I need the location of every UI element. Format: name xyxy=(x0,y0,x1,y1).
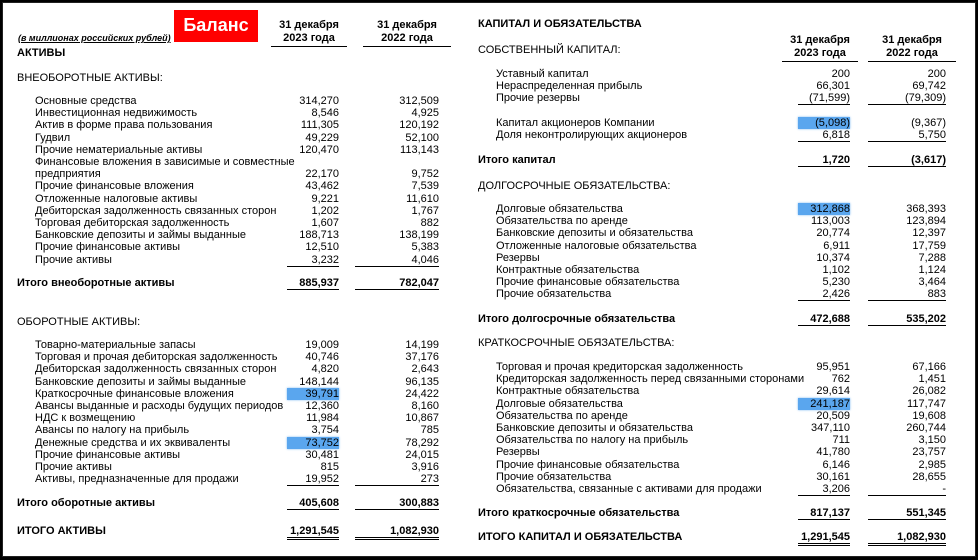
value-2023: 43,462 xyxy=(305,180,339,193)
table-row xyxy=(3,412,468,424)
value-2022: 19,608 xyxy=(912,409,946,422)
table-row xyxy=(468,252,978,264)
value-2023: 6,911 xyxy=(823,239,850,252)
value-2022: 882 xyxy=(420,217,439,229)
value-2023: 12,360 xyxy=(305,400,339,412)
value-2023: 1,291,545 xyxy=(798,531,850,546)
row-label: Итого долгосрочные обязательства xyxy=(478,313,676,325)
row-label: Уставный капитал xyxy=(496,68,589,80)
value-2023: 347,110 xyxy=(811,422,850,434)
value-2023: 95,951 xyxy=(816,361,850,373)
value-2022: 24,422 xyxy=(405,387,439,400)
value-2022: 12,397 xyxy=(912,227,946,240)
value-2023: 41,780 xyxy=(816,446,850,459)
table-row xyxy=(468,117,978,129)
value-2023: 3,206 xyxy=(798,483,850,496)
row-label: Прочие обязательства xyxy=(496,470,612,483)
row-label: предприятия xyxy=(35,168,101,181)
row-label: Финансовые вложения в зависимые и совместные xyxy=(35,156,295,168)
table-row xyxy=(468,459,978,471)
value-2022: 138,199 xyxy=(399,229,439,242)
table-row xyxy=(468,276,978,288)
value-2022: 10,867 xyxy=(405,412,439,425)
value-2023: 22,170 xyxy=(305,168,339,181)
value-2022: 28,655 xyxy=(912,470,946,483)
value-2022: 17,759 xyxy=(912,239,946,252)
value-2023: 111,305 xyxy=(300,119,339,132)
row-label: Банковские депозиты и займы выданные xyxy=(35,375,246,388)
value-2022: 785 xyxy=(420,424,439,437)
value-2023: 817,137 xyxy=(798,507,850,520)
row-label: Капитал акционеров Компании xyxy=(496,117,655,129)
table-row xyxy=(3,193,468,205)
units-note: (в миллионах российских рублей) xyxy=(18,33,171,43)
row-label: Краткосрочные финансовые вложения xyxy=(35,387,234,400)
table-row xyxy=(3,180,468,192)
long-term-liabilities-title: ДОЛГОСРОЧНЫЕ ОБЯЗАТЕЛЬСТВА: xyxy=(478,180,671,192)
row-label: Прочие резервы xyxy=(496,92,580,105)
non-current-assets-title: ВНЕОБОРОТНЫЕ АКТИВЫ: xyxy=(17,72,163,84)
table-row xyxy=(468,80,978,92)
row-label: Прочие финансовые обязательства xyxy=(496,458,680,471)
value-2022: 4,046 xyxy=(355,254,439,267)
value-2022: 1,124 xyxy=(918,264,946,276)
value-2023: 11,984 xyxy=(306,412,339,425)
row-label: Контрактные обязательства xyxy=(496,264,640,276)
row-label: ИТОГО АКТИВЫ xyxy=(17,525,106,537)
balance-sheet-page xyxy=(2,2,976,557)
table-row xyxy=(3,217,468,229)
value-2023: 40,746 xyxy=(305,351,339,364)
table-row xyxy=(468,434,978,446)
value-2023: 405,608 xyxy=(287,497,339,510)
value-2023: 19,952 xyxy=(287,473,339,486)
value-2022: 4,925 xyxy=(411,107,439,120)
table-row xyxy=(468,471,978,483)
table-row xyxy=(3,376,468,388)
table-row xyxy=(3,254,468,266)
value-2022: 11,610 xyxy=(406,192,439,205)
value-2023: 39,791 xyxy=(287,388,339,400)
value-2023: 314,270 xyxy=(299,95,339,107)
value-2023: 73,752 xyxy=(287,437,339,449)
row-label: Торговая и прочая кредиторская задолженность xyxy=(496,361,743,373)
table-row xyxy=(3,400,468,412)
value-2022: 300,883 xyxy=(355,497,439,510)
row-label: Основные средства xyxy=(35,95,137,107)
row-label: Прочие активы xyxy=(35,253,112,266)
col-header-2022: 31 декабря 2022 года xyxy=(363,19,451,47)
row-label: Обязательства по налогу на прибыль xyxy=(496,434,689,447)
value-2023: 4,820 xyxy=(311,363,339,376)
table-row xyxy=(468,361,978,373)
total-row xyxy=(468,154,978,166)
short-term-liabilities-title: КРАТКОСРОЧНЫЕ ОБЯЗАТЕЛЬСТВА: xyxy=(478,337,675,349)
assets-title: АКТИВЫ xyxy=(17,47,66,59)
value-2022: 52,100 xyxy=(405,131,439,144)
table-row xyxy=(3,363,468,375)
table-row xyxy=(468,483,978,495)
value-2023: 5,230 xyxy=(822,276,850,289)
table-row xyxy=(3,437,468,449)
current-assets-title: ОБОРОТНЫЕ АКТИВЫ: xyxy=(17,316,141,328)
value-2023: 762 xyxy=(831,373,850,386)
row-label: Авансы выданные и расходы будущих периодов xyxy=(35,400,284,412)
row-label: Прочие нематериальные активы xyxy=(35,143,203,156)
value-2022: 1,767 xyxy=(411,204,439,217)
row-label: Отложенные налоговые обязательства xyxy=(496,239,697,252)
row-label: Кредиторская задолженность перед связанными сторонами xyxy=(496,373,805,386)
value-2023: 3,754 xyxy=(311,424,339,437)
value-2022: 8,160 xyxy=(411,400,439,412)
row-label: Резервы xyxy=(496,251,540,264)
table-row xyxy=(468,446,978,458)
row-label: Прочие финансовые вложения xyxy=(35,180,194,193)
row-label: Банковские депозиты и обязательства xyxy=(496,422,693,434)
value-2022: 3,150 xyxy=(918,434,946,447)
value-2022: (3,617) xyxy=(868,154,946,167)
value-2023: 815 xyxy=(320,461,339,473)
total-row xyxy=(3,497,468,509)
row-label: Товарно-материальные запасы xyxy=(35,339,196,351)
table-row xyxy=(3,156,468,168)
value-2023: 49,229 xyxy=(305,131,339,144)
col-header-2023: 31 декабря 2023 года xyxy=(271,19,347,47)
value-2023: 2,426 xyxy=(798,288,850,301)
row-label: Торговая дебиторская задолженность xyxy=(35,217,230,229)
value-2023: 29,614 xyxy=(816,385,850,398)
value-2023: 1,291,545 xyxy=(287,525,339,540)
table-row xyxy=(3,449,468,461)
value-2023: 1,102 xyxy=(822,264,850,276)
table-row xyxy=(3,229,468,241)
row-label: Обязательства по аренде xyxy=(496,409,628,422)
value-2023: (71,599) xyxy=(798,92,850,105)
value-2022: (9,367) xyxy=(911,117,946,129)
table-row xyxy=(3,107,468,119)
row-label: НДС к возмещению xyxy=(35,412,136,425)
grand-total-row xyxy=(468,531,978,543)
table-row xyxy=(468,215,978,227)
value-2023: 6,146 xyxy=(822,458,850,471)
title-badge: Баланс xyxy=(174,10,258,42)
value-2023: 6,818 xyxy=(798,129,850,142)
value-2022: 260,744 xyxy=(906,422,946,434)
value-2022: 2,985 xyxy=(918,458,946,471)
value-2022: 312,509 xyxy=(399,95,439,107)
table-row xyxy=(3,461,468,473)
total-row xyxy=(468,507,978,519)
value-2023: 20,509 xyxy=(816,409,850,422)
value-2023: (5,098) xyxy=(798,117,850,129)
value-2022: - xyxy=(868,483,946,496)
value-2022: 1,451 xyxy=(918,373,946,386)
table-row xyxy=(468,129,978,141)
value-2022: 78,292 xyxy=(405,436,439,449)
value-2023: 20,774 xyxy=(816,227,850,240)
table-row xyxy=(468,227,978,239)
total-row xyxy=(468,313,978,325)
value-2023: 1,607 xyxy=(311,217,339,229)
value-2022: 5,383 xyxy=(411,241,439,254)
value-2022: 96,135 xyxy=(405,375,439,388)
row-label: Прочие финансовые активы xyxy=(35,448,181,461)
value-2022: 26,082 xyxy=(912,385,946,398)
value-2022: 113,143 xyxy=(400,143,439,156)
value-2022: 1,082,930 xyxy=(868,531,946,546)
table-row xyxy=(3,205,468,217)
row-label: Прочие активы xyxy=(35,461,112,473)
row-label: Гудвил xyxy=(35,131,71,144)
row-label: Прочие финансовые обязательства xyxy=(496,276,680,289)
value-2023: 188,713 xyxy=(299,229,339,242)
value-2023: 200 xyxy=(831,68,850,80)
value-2022: 883 xyxy=(868,288,946,301)
value-2022: 551,345 xyxy=(868,507,946,520)
row-label: Итого внеоборотные активы xyxy=(17,277,175,289)
value-2023: 30,481 xyxy=(305,448,339,461)
value-2023: 120,470 xyxy=(299,143,339,156)
row-label: Отложенные налоговые активы xyxy=(35,192,198,205)
table-row xyxy=(468,385,978,397)
total-row xyxy=(3,277,468,289)
equity-title: СОБСТВЕННЫЙ КАПИТАЛ: xyxy=(478,44,621,56)
value-2023: 12,510 xyxy=(305,241,339,254)
value-2023: 148,144 xyxy=(299,375,339,388)
table-row xyxy=(468,264,978,276)
row-label: Итого капитал xyxy=(478,154,556,166)
value-2022: 37,176 xyxy=(405,351,439,364)
table-row xyxy=(3,241,468,253)
value-2022: 535,202 xyxy=(868,313,946,326)
row-label: Итого краткосрочные обязательства xyxy=(478,507,680,519)
table-row xyxy=(3,144,468,156)
table-row xyxy=(468,373,978,385)
row-label: Доля неконтролирующих акционеров xyxy=(496,129,688,142)
row-label: Контрактные обязательства xyxy=(496,385,640,398)
value-2023: 9,221 xyxy=(311,192,339,205)
row-label: Банковские депозиты и займы выданные xyxy=(35,229,246,242)
row-label: Итого оборотные активы xyxy=(17,497,156,509)
value-2022: 782,047 xyxy=(355,277,439,290)
row-label: ИТОГО КАПИТАЛ И ОБЯЗАТЕЛЬСТВА xyxy=(478,531,683,543)
value-2022: 5,750 xyxy=(868,129,946,142)
value-2022: 1,082,930 xyxy=(355,525,439,540)
row-label: Дебиторская задолженность связанных сторон xyxy=(35,363,277,376)
row-label: Активы, предназначенные для продажи xyxy=(35,473,239,486)
table-row xyxy=(468,398,978,410)
value-2022: 120,192 xyxy=(399,119,439,132)
row-label: Долговые обязательства xyxy=(496,397,623,410)
value-2023: 19,009 xyxy=(305,339,339,351)
row-label: Банковские депозиты и обязательства xyxy=(496,227,693,240)
table-row xyxy=(3,119,468,131)
value-2023: 885,937 xyxy=(287,277,339,290)
table-row xyxy=(468,203,978,215)
value-2022: 117,747 xyxy=(907,397,946,410)
table-row xyxy=(3,168,468,180)
table-row xyxy=(3,424,468,436)
value-2022: 7,288 xyxy=(918,251,946,264)
value-2022: 3,916 xyxy=(411,461,439,473)
value-2022: 123,894 xyxy=(906,215,946,228)
value-2023: 711 xyxy=(832,434,850,447)
value-2022: 67,166 xyxy=(912,361,946,373)
table-row xyxy=(468,68,978,80)
row-label: Актив в форме права пользования xyxy=(35,119,213,132)
value-2022: 69,742 xyxy=(912,80,946,93)
col-header-2022-right: 31 декабря 2022 года xyxy=(868,34,956,62)
row-label: Прочие финансовые активы xyxy=(35,241,181,254)
value-2023: 113,003 xyxy=(811,215,850,228)
value-2022: 273 xyxy=(355,473,439,486)
row-label: Торговая и прочая дебиторская задолженность xyxy=(35,351,278,364)
table-row xyxy=(3,132,468,144)
row-label: Долговые обязательства xyxy=(496,203,623,215)
value-2023: 1,202 xyxy=(311,204,339,217)
table-row xyxy=(3,95,468,107)
row-label: Прочие обязательства xyxy=(496,288,612,301)
value-2022: 200 xyxy=(927,68,946,80)
table-row xyxy=(468,288,978,300)
value-2022: (79,309) xyxy=(868,92,946,105)
value-2023: 241,187 xyxy=(798,398,850,410)
col-header-2023-right: 31 декабря 2023 года xyxy=(782,34,858,62)
value-2022: 3,464 xyxy=(918,276,946,289)
value-2022: 2,643 xyxy=(411,363,439,376)
value-2022: 9,752 xyxy=(411,168,439,181)
table-row xyxy=(3,351,468,363)
value-2022: 14,199 xyxy=(405,339,439,351)
value-2023: 8,546 xyxy=(311,107,339,120)
value-2023: 3,232 xyxy=(287,254,339,267)
value-2022: 24,015 xyxy=(405,448,439,461)
row-label: Нераспределенная прибыль xyxy=(496,80,643,93)
value-2022: 7,539 xyxy=(411,180,439,193)
table-row xyxy=(3,339,468,351)
table-row xyxy=(468,240,978,252)
value-2023: 312,868 xyxy=(798,203,850,215)
value-2023: 10,374 xyxy=(816,251,850,264)
value-2023: 30,161 xyxy=(816,470,850,483)
row-label: Авансы по налогу на прибыль xyxy=(35,424,190,437)
table-row xyxy=(3,473,468,485)
table-row xyxy=(468,410,978,422)
value-2023: 66,301 xyxy=(816,80,850,93)
value-2023: 1,720 xyxy=(798,154,850,167)
table-row xyxy=(468,422,978,434)
grand-total-row xyxy=(3,525,468,537)
value-2023: 472,688 xyxy=(798,313,850,326)
table-row xyxy=(468,92,978,104)
row-label: Резервы xyxy=(496,446,540,459)
value-2022: 368,393 xyxy=(906,203,946,215)
row-label: Обязательства по аренде xyxy=(496,215,628,228)
row-label: Денежные средства и их эквиваленты xyxy=(35,436,231,449)
liabilities-title: КАПИТАЛ И ОБЯЗАТЕЛЬСТВА xyxy=(478,18,642,30)
row-label: Обязательства, связанные с активами для продажи xyxy=(496,483,762,495)
table-row xyxy=(3,388,468,400)
row-label: Дебиторская задолженность связанных сторон xyxy=(35,204,277,217)
value-2022: 23,757 xyxy=(912,446,946,459)
row-label: Инвестиционная недвижимость xyxy=(35,107,198,120)
